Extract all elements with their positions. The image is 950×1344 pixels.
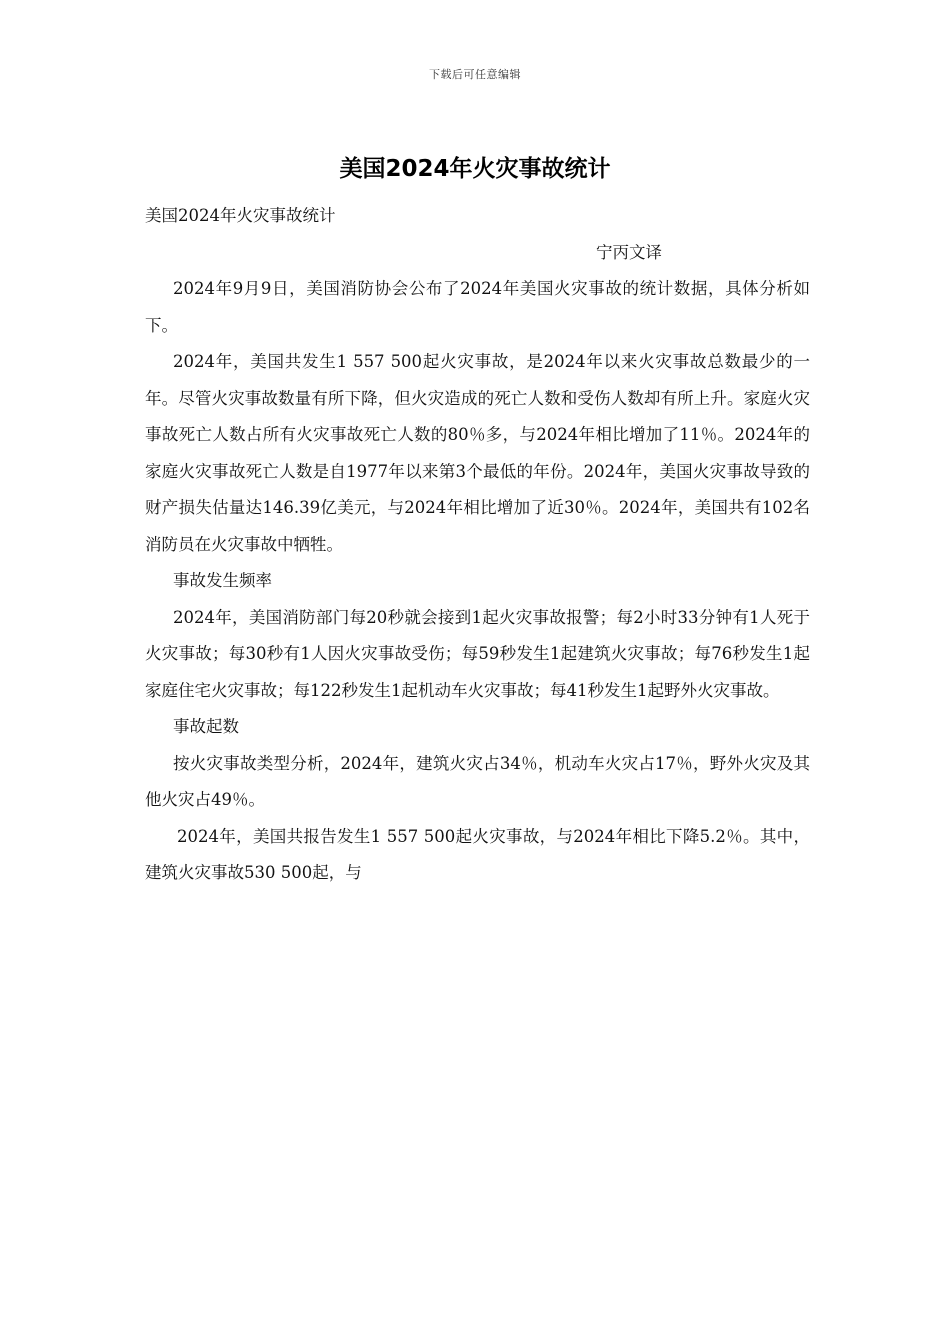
paragraph-counts: 2024年，美国共报告发生1 557 500起火灾事故，与2024年相比下降5.2％。其中，建筑火灾事故530 500起，与 [145,826,810,882]
paragraph-intro: 2024年9月9日，美国消防协会公布了2024年美国火灾事故的统计数据，具体分析如下。 [145,279,810,335]
paragraph-types: 按火灾事故类型分析，2024年，建筑火灾占34％，机动车火灾占17％，野外火灾及其他火灾占49％。 [145,753,810,809]
header-note: 下载后可任意编辑 [429,68,521,81]
document-body [145,198,810,892]
document-title: 美国2024年火灾事故统计 [339,156,611,182]
section-heading-counts: 事故起数 [173,717,239,736]
paragraph-frequency: 2024年，美国消防部门每20秒就会接到1起火灾事故报警；每2小时33分钟有1人死于火灾事故；每30秒有1人因火灾事故受伤；每59秒发生1起建筑火灾事故；每76秒发生1起家庭住宅火灾事故；每122秒发生1起机动车火灾事故；每41秒发生1起野外火灾事故。 [145,607,810,700]
document-subtitle: 美国2024年火灾事故统计 [145,206,336,225]
section-heading-frequency: 事故发生频率 [173,571,272,590]
paragraph-overview: 2024年，美国共发生1 557 500起火灾事故，是2024年以来火灾事故总数最少的一年。尽管火灾事故数量有所下降，但火灾造成的死亡人数和受伤人数却有所上升。家庭火灾事故死亡人数占所有火灾事故死亡人数的80％多，与2024年相比增加了11％。2024年的家庭火灾事故死亡人数是自1977年以来第3个最低的年份。2024年，美国火灾事故导致的财产损失估量达146.39亿美元，与2024年相比增加了近30％。2024年，美国共有102名消防员在火灾事故中牺牲。 [145,352,810,554]
translator-credit: 宁丙文译 [596,242,662,262]
